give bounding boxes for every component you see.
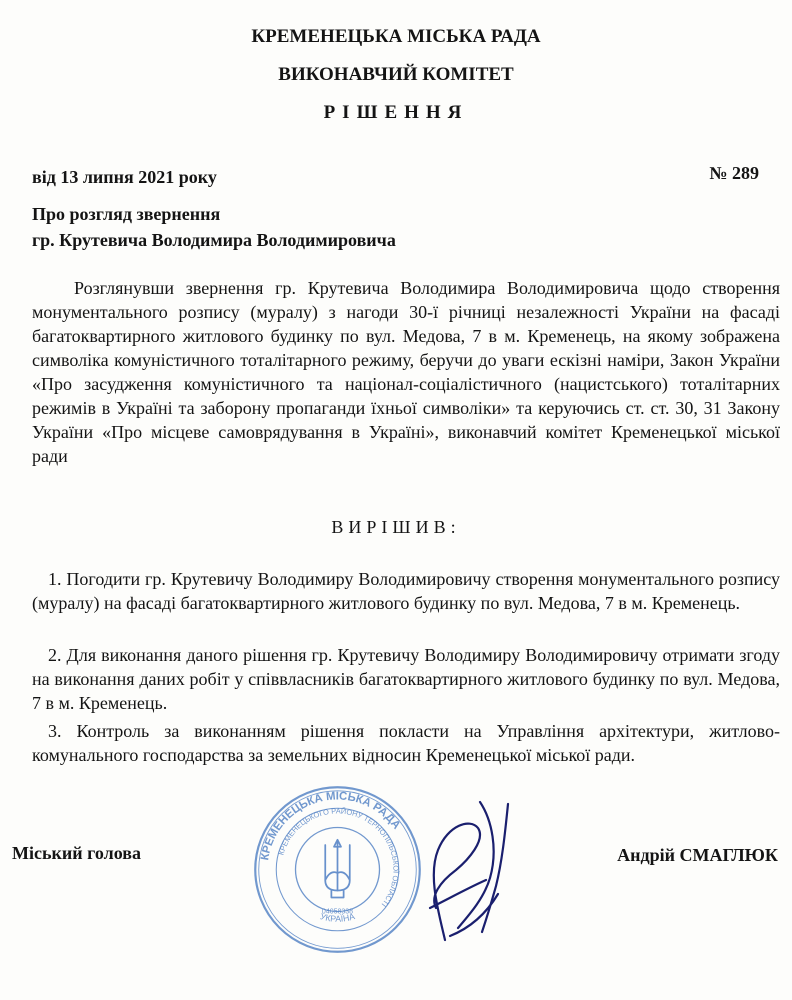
decision-item-3: 3. Контроль за виконанням рішення покласти на Управління архітектури, житлово-комунального господарства за земельних відносин Кременецької міської ради. — [32, 721, 780, 765]
decision-item-2: 2. Для виконання даного рішення гр. Крутевичу Володимиру Володимировичу отримати згоду на виконання даних робіт у співвласників багатоквартирного житлового будинку по вул. Медова, 7 в м. Кременець. — [32, 645, 780, 713]
decision-date: від 13 липня 2021 року — [32, 167, 217, 187]
preamble-paragraph: Розглянувши звернення гр. Крутевича Володимира Володимировича щодо створення монументального розпису (муралу) з нагоди 30-ї річниці незалежності України на фасаді багатоквартирного житлового будинку по вул. Медова, 7 в м. Кременець, на якому зображена символіка комуністичного тоталітарного режиму, беручи до уваги ескізні наміри, Закон України «Про засудження комуністичного та націонал-соціалістичного (нацистського) тоталітарних режимів в Україні та заборону пропаганди їхньої символіки» та керуючись ст. ст. 30, 31 Закону України «Про місцеве самоврядування в Україні», виконавчий комітет Кременецької міської ради — [32, 278, 780, 466]
seal-bottom-text: УКРАЇНА — [319, 911, 356, 924]
subject-line-1: Про розгляд звернення — [32, 204, 221, 224]
document-type: РІШЕННЯ — [323, 102, 469, 123]
signatory-title: Міський голова — [12, 843, 141, 863]
seal-outer-text: КРЕМЕНЕЦЬКА МІСЬКА РАДА — [259, 790, 403, 862]
decided-heading: ВИРІШИВ: — [331, 517, 461, 537]
trident-icon — [325, 840, 350, 898]
council-name: КРЕМЕНЕЦЬКА МІСЬКА РАДА — [251, 26, 541, 47]
handwritten-signature — [390, 790, 540, 950]
decision-number: № 289 — [709, 163, 759, 183]
committee-name: ВИКОНАВЧИЙ КОМІТЕТ — [278, 64, 514, 85]
seal-inner-text: КРЕМЕНЕЦЬКОГО РАЙОНУ ТЕРНОПІЛЬСЬКОЇ ОБЛАСТІ — [276, 806, 401, 909]
signatory-name: Андрій СМАГЛЮК — [617, 845, 778, 865]
seal-code: 04058338 — [321, 908, 354, 916]
subject-line-2: гр. Крутевича Володимира Володимировича — [32, 230, 396, 250]
decision-item-1: 1. Погодити гр. Крутевичу Володимиру Володимировичу створення монументального розпису (муралу) на фасаді багатоквартирного житлового будинку по вул. Медова, 7 в м. Кременець. — [32, 569, 780, 613]
